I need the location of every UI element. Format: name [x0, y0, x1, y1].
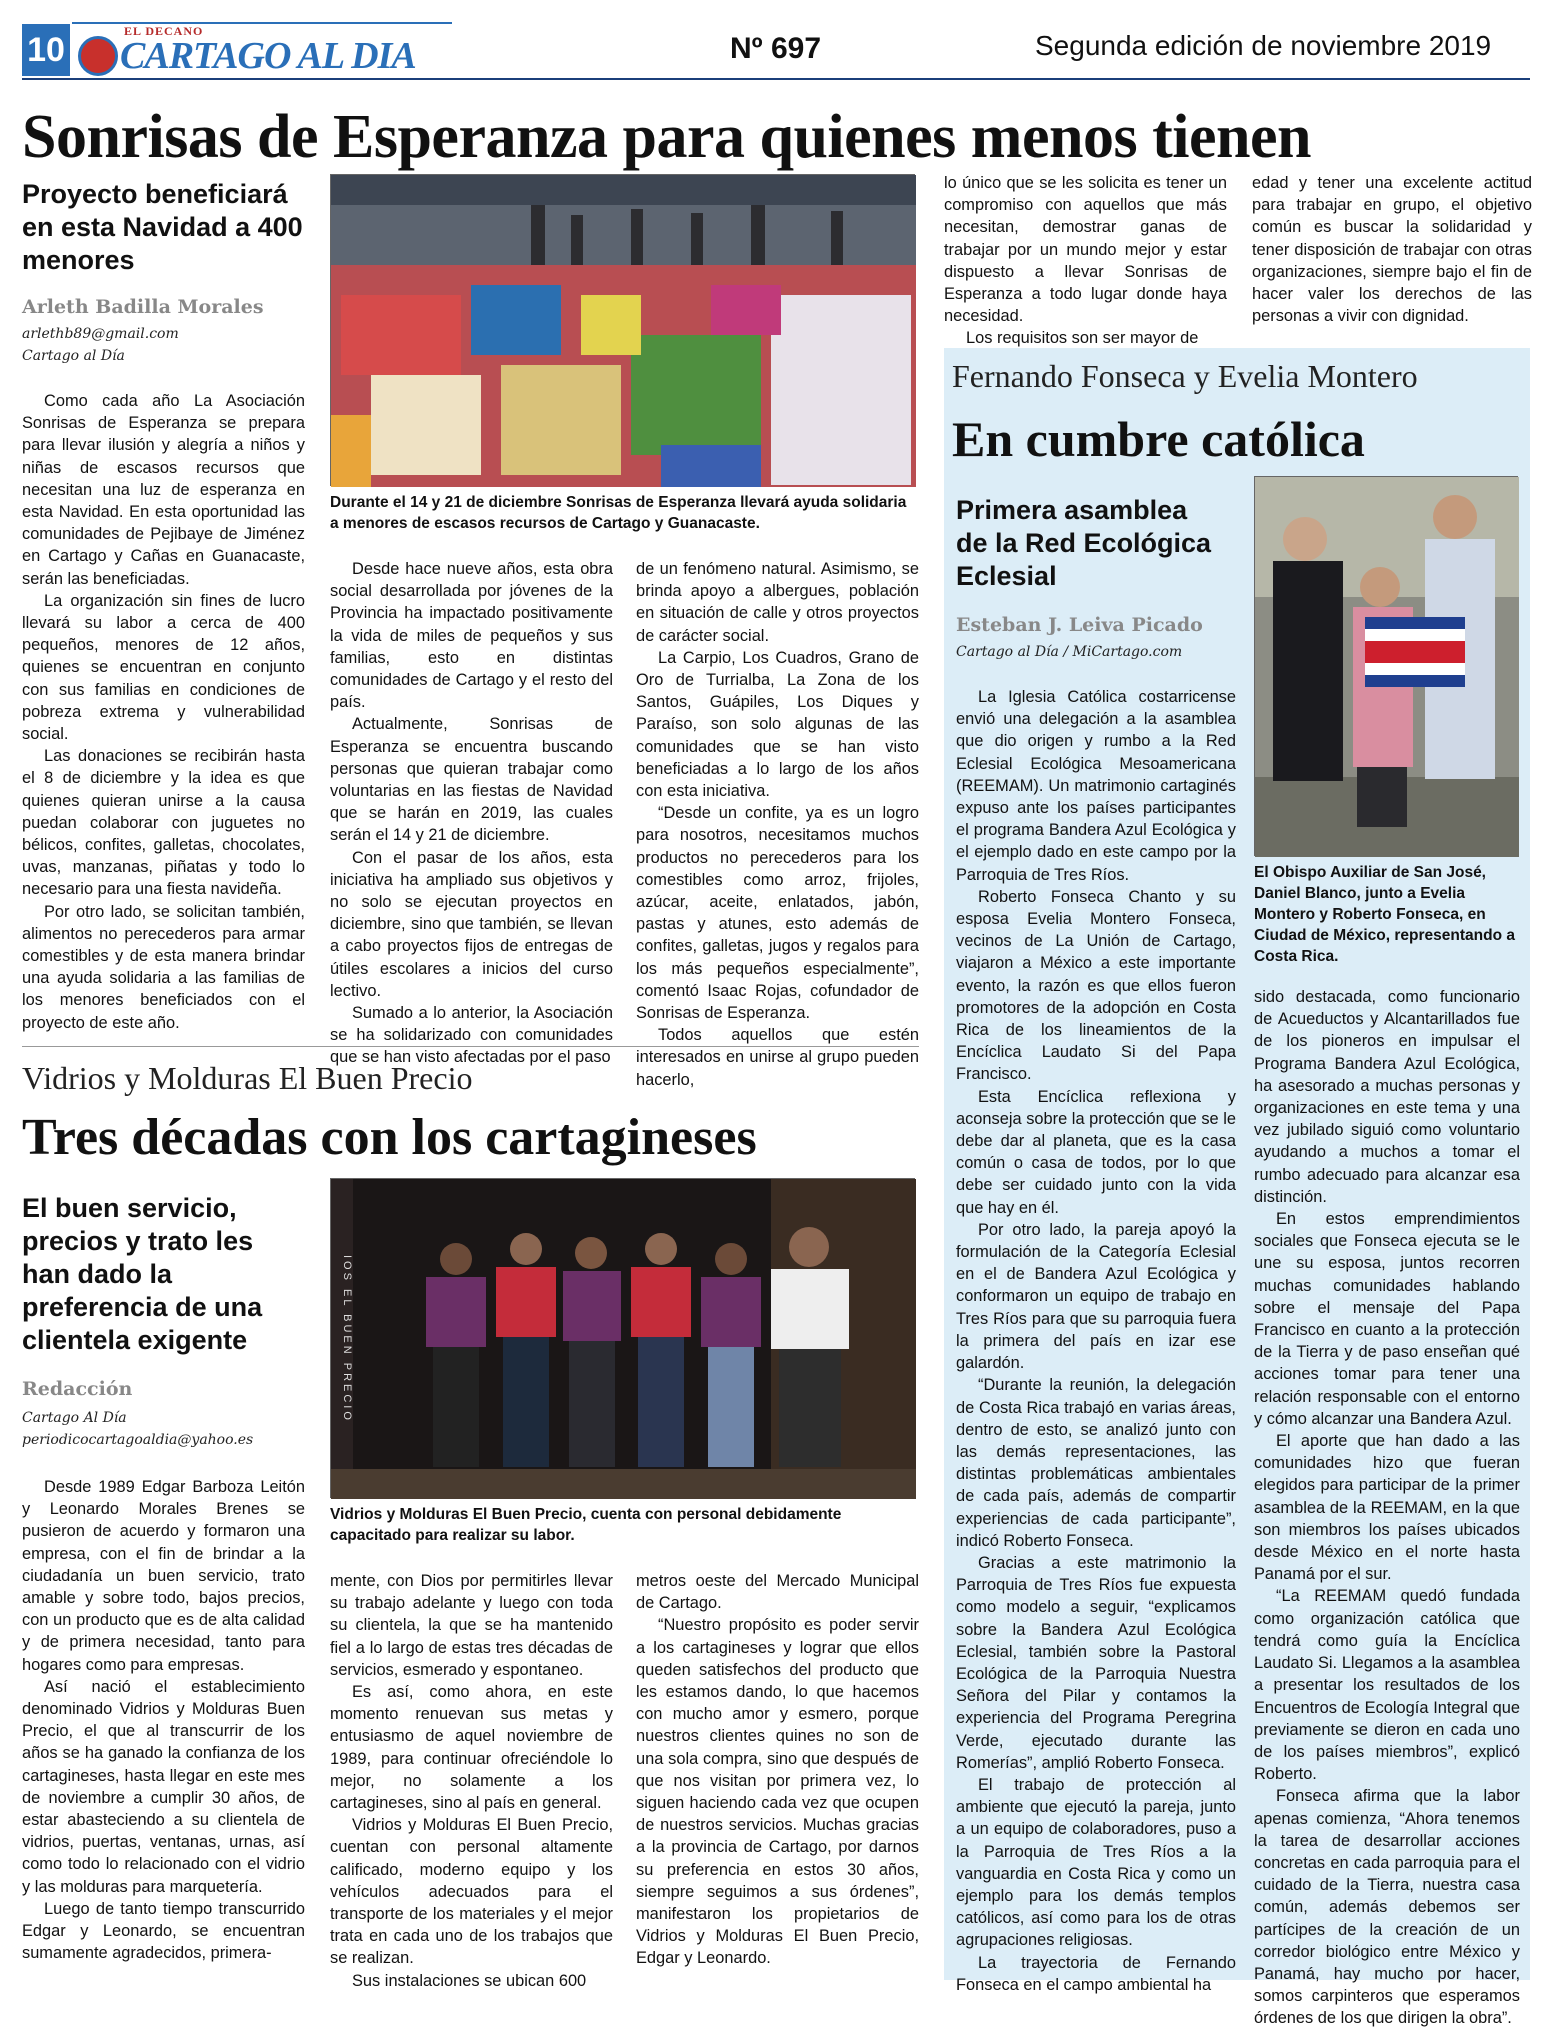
- paragraph: Las donaciones se recibirán hasta el 8 de diciembre y la idea es que quienes quieran unirse a la causa puedan colaborar con juguetes no bélicos, confites, galletas, chocolates, uvas, manzanas, piñatas y todo lo necesario para una fiesta navideña.: [22, 747, 305, 899]
- paragraph: Roberto Fonseca Chanto y su esposa Evelia Montero Fonseca, vecinos de La Unión de Cartago, viajaron a México a este importante evento, la razón es que ellos fueron promotores de la adopción en Costa Rica de los lineamientos de la Encíclica Laudato Si del Papa Francisco.: [956, 887, 1236, 1084]
- page-number: 10: [22, 24, 70, 76]
- article2-outlet: Cartago Al Día: [22, 1410, 127, 1426]
- paragraph: La Carpio, Los Cuadros, Grano de Oro de Turrialba, La Zona de los Santos, Guápiles, Los Diques y Paraíso, son solo algunas de las comunidades que se han visto beneficiadas a lo largo de los años con esta iniciativa.: [636, 648, 919, 801]
- article1-column-4: [944, 172, 1227, 348]
- paragraph: “Durante la reunión, la delegación de Costa Rica trabajó en varias áreas, dentro de esto, se analizó junto con las demás representaciones, las distintas problemáticas ambientales de cada país, además de compartir experiencias de cada participante”, indicó Roberto Fonseca.: [956, 1376, 1236, 1550]
- article2-author: Redacción: [22, 1378, 133, 1400]
- logo-tagline: EL DECANO: [124, 24, 204, 38]
- article1-column-3: [636, 558, 919, 1089]
- article1-outlet: Cartago al Día: [22, 348, 125, 364]
- logo-name: CARTAGO AL DIA: [120, 35, 416, 77]
- paragraph: Por otro lado, se solicitan también, alimentos no perecederos para armar comestibles y de esta manera brindar una ayuda solidaria a las familias de los menores beneficiados con el proyecto de este año.: [22, 902, 305, 1032]
- article3-column-2: [1254, 986, 1520, 2028]
- paragraph: Es así, como ahora, en este momento renuevan sus metas y entusiasmo de aquel noviembre de 1989, para continuar ofreciéndole lo mejor, no solamente a los cartagineses, sino al país en general.: [330, 1683, 613, 1813]
- article3-photo-delegation: [1254, 476, 1518, 856]
- paragraph: El trabajo de protección al ambiente que ejecutó la pareja, junto a un equipo de colaboradores, puso a la Parroquia de Tres Ríos a la vanguardia en Costa Rica y como un ejemplo para los demás templos católicos, así como para los de otras agrupaciones religiosas.: [956, 1775, 1236, 1950]
- article1-column-2: [330, 558, 613, 1067]
- paragraph: Los requisitos son ser mayor de: [966, 329, 1199, 348]
- paragraph: Con el pasar de los años, esta iniciativa ha ampliado sus objetivos y no solo se ejecutan proyectos en diciembre, sino que también, se llevan a cabo proyectos fijos de entregas de útiles escolares a inicios del curso lectivo.: [330, 848, 613, 1000]
- paragraph: El aporte que han dado a las comunidades hizo que fueran elegidos para participar de la primer asamblea de la REEMAM, en la que son miembros los países ubicados desde México en el norte hasta Panamá por el sur.: [1254, 1432, 1520, 1584]
- paragraph: En estos emprendimientos sociales que Fonseca ejecuta se le une su esposa, juntos recorren muchas comunidades hablando sobre el mensaje del Papa Francisco en cuanto a la protección de la Tierra y de paso enseñan qué acciones tomar para tener una relación responsable con el entorno y cómo alcanzar una Bandera Azul.: [1254, 1210, 1520, 1428]
- section-divider: [22, 1046, 919, 1047]
- article3-section: Fernando Fonseca y Evelia Montero: [952, 358, 1418, 394]
- issue-number: Nº 697: [730, 32, 822, 65]
- paragraph: La organización sin fines de lucro llevará su labor a cerca de 400 pequeños, menores de 12 años, quienes se encuentran en conjunto con sus familias en condiciones de pobreza extrema y vulnerabilidad social.: [22, 591, 305, 744]
- article1-kicker: Proyecto beneficiará en esta Navidad a 400 menores: [22, 179, 303, 275]
- article1-email: arlethb89@gmail.com: [22, 326, 179, 342]
- paragraph: Desde 1989 Edgar Barboza Leitón y Leonardo Morales Brenes se pusieron de acuerdo y formaron una empresa, con el fin de brindar a la ciudadanía un buen servicio, trato amable y sobre todo, bajos precios, con un producto que es de alta calidad y de primera necesidad, tanto para hogares como para empresas.: [22, 1478, 305, 1674]
- paragraph: Esta Encíclica reflexiona y aconseja sobre la protección que se le debe dar al planeta, que es la casa común o casa de todos, por lo que debe ser cuidado junto con la vida que hay en él.: [956, 1087, 1236, 1217]
- staff-image: [331, 1179, 916, 1499]
- article2-column-2: [330, 1570, 613, 1990]
- paragraph: Fonseca afirma que la labor apenas comienza, “Ahora tenemos la tarea de desarrollar acciones concretas en cada parroquia para el cuidado de la Tierra, nuestra casa común, además debemos ser partícipes de la creación de un corredor biológico entre México y Panamá, hay mucho por hacer, somos carpinteros que esperamos órdenes de los que dirigen la obra”.: [1254, 1787, 1520, 2028]
- paragraph: Vidrios y Molduras El Buen Precio, cuentan con personal altamente calificado, moderno equipo y los vehículos adecuados para el transporte de los materiales y el mejor trata en cada uno de los trabajos que se realizan.: [330, 1816, 613, 1968]
- article2-photo-staff: [330, 1178, 915, 1498]
- logo-seal-icon: [78, 36, 118, 76]
- article3-caption: El Obispo Auxiliar de San José, Daniel Blanco, junto a Evelia Montero y Roberto Fonseca, en Ciudad de México, representando a Costa Rica.: [1254, 864, 1515, 965]
- paragraph: Así nació el establecimiento denominado Vidrios y Molduras Buen Precio, el que al transcurrir de los años se ha ganado la confianza de los cartagineses, hasta llegar en este mes de noviembre a cumplir 30 años, de estar abasteciendo a su clientela de vidrios, puertas, ventanas, urnas, así como todo lo relacionado con el vidrio y las molduras para marquetería.: [22, 1677, 305, 1896]
- store-sign: IOS EL BUEN PRECIO: [341, 1255, 353, 1423]
- paragraph: La trayectoria de Fernando Fonseca en el campo ambiental ha: [956, 1953, 1236, 1994]
- article2-column-1: [22, 1476, 305, 1980]
- paragraph: Sus instalaciones se ubican 600: [352, 1971, 587, 1990]
- costa-rica-flag-icon: [1365, 617, 1465, 687]
- gifts-image: [331, 175, 916, 487]
- paragraph: “Desde un confite, ya es un logro para nosotros, necesitamos muchos productos no perecederos para los comestibles como arroz, frijoles, azúcar, aceite, enlatados, jabón, pastas y atunes, esto además de confites, galletas, jugos y regalos para los más pequeños especialmente”, comentó Isaac Rojas, cofundador de Sonrisas de Esperanza.: [636, 804, 919, 1023]
- paragraph: metros oeste del Mercado Municipal de Cartago.: [636, 1572, 919, 1613]
- paragraph: edad y tener una excelente actitud para trabajar en grupo, el objetivo común es buscar la solidaridad y tener disposición de trabajar con otras organizaciones, siempre bajo el fin de hacer valer los derechos de las personas a vivir con dignidad.: [1252, 174, 1532, 326]
- article3-outlet: Cartago al Día / MiCartago.com: [956, 644, 1183, 660]
- header-divider: [22, 78, 1530, 80]
- paragraph: Actualmente, Sonrisas de Esperanza se encuentra buscando personas que quieran trabajar como voluntarias en las fiestas de Navidad que se harán en 2019, las cuales serán el 14 y 21 de diciembre.: [330, 715, 613, 845]
- article1-column-5: [1252, 172, 1532, 338]
- paragraph: Desde hace nueve años, esta obra social desarrollada por jóvenes de la Provincia ha impactado positivamente la vida de miles de pequeños y sus familias, esto en distintas comunidades de Cartago y el resto del país.: [330, 560, 613, 712]
- paragraph: mente, con Dios por permitirles llevar su trabajo adelante y luego con toda su clientela, la que se ha mantenido fiel a lo largo de estas tres décadas de servicios, esmerado y espontaneo.: [330, 1572, 613, 1679]
- article3-column-1: [956, 686, 1236, 1994]
- masthead-logo: [72, 24, 416, 77]
- article1-headline: Sonrisas de Esperanza para quienes menos tienen: [22, 103, 1311, 171]
- article2-caption: Vidrios y Molduras El Buen Precio, cuenta con personal debidamente capacitado para realizar su labor.: [330, 1506, 842, 1544]
- paragraph: Todos aquellos que estén interesados en unirse al grupo pueden hacerlo,: [636, 1026, 919, 1089]
- paragraph: “Nuestro propósito es poder servir a los cartagineses y lograr que ellos queden satisfechos del producto que les estamos dando, lo que hacemos con mucho amor y esmero, porque nuestros clientes quines no son de una sola compra, sino que después de que nos visitan por primera vez, lo siguen haciendo cada vez que ocupen de nuestros servicios. Muchas gracias a la provincia de Cartago, por darnos su preferencia en estos 30 años, siempre seguimos a sus órdenes”, manifestaron los propietarios de Vidrios y Molduras El Buen Precio, Edgar y Leonardo.: [636, 1616, 919, 1968]
- paragraph: sido destacada, como funcionario de Acueductos y Alcantarillados fue de los pioneros en impulsar el Programa Bandera Azul Ecológica, ha asesorado a muchas personas y organizaciones en este tema y una vez jubilado siguió como voluntario ayudando a muchos a tomar el rumbo adecuado para alcanzar esa distinción.: [1254, 988, 1520, 1206]
- article2-email: periodicocartagoaldia@yahoo.es: [22, 1432, 254, 1448]
- paragraph: Gracias a este matrimonio la Parroquia de Tres Ríos fue expuesta como modelo a seguir, “explicamos sobre la Bandera Azul Ecológica Eclesial, también sobre la Pastoral Ecológica de la Parroquia Nuestra Señora del Pilar y contamos la experiencia del Programa Peregrina Verde, ejecutado durante las Romerías”, amplió Roberto Fonseca.: [956, 1553, 1236, 1772]
- article2-headline: Tres décadas con los cartagineses: [22, 1109, 757, 1166]
- paragraph: “La REEMAM quedó fundada como organización católica que tendrá como guía la Encíclica Laudato Si. Llegamos a la asamblea a presentar los resultados de los Encuentros de Ecología Integral que previamente se dieron en cada uno de los países miembros”, explicó Roberto.: [1254, 1587, 1520, 1784]
- article3-kicker: Primera asamblea de la Red Ecológica Eclesial: [956, 495, 1212, 591]
- paragraph: Por otro lado, la pareja apoyó la formulación de la Categoría Eclesial en el de Bandera Azul Ecológica y conformaron un equipo de trabajo en Tres Ríos para que su parroquia fuera la primera del país en izar ese galardón.: [956, 1220, 1236, 1373]
- article2-kicker: El buen servicio, precios y trato les han dado la preferencia de una clientela exigente: [22, 1193, 263, 1355]
- article2-column-3: [636, 1570, 919, 1980]
- article3-author: Esteban J. Leiva Picado: [956, 614, 1203, 636]
- delegation-image: [1255, 477, 1519, 857]
- paragraph: de un fenómeno natural. Asimismo, se brinda apoyo a albergues, población en situación de calle y otros proyectos de carácter social.: [636, 560, 919, 645]
- article2-section: Vidrios y Molduras El Buen Precio: [22, 1060, 473, 1096]
- paragraph: Luego de tanto tiempo transcurrido Edgar y Leonardo, se encuentran sumamente agradecidos, primera-: [22, 1899, 305, 1963]
- paragraph: La Iglesia Católica costarricense envió una delegación a la asamblea que dio origen y rumbo a la Red Eclesial Ecológica Mesoamericana (REEMAM). Un matrimonio cartaginés expuso ante los países participantes el programa Bandera Azul Ecológica y el ejemplo dado en este campo por la Parroquia de Tres Ríos.: [956, 688, 1236, 884]
- paragraph: lo único que se les solicita es tener un compromiso con aquellos que más necesitan, demostrar ganas de trabajar por un mundo mejor y estar dispuesto a llevar Sonrisas de Esperanza a todo lugar donde haya necesidad.: [944, 174, 1227, 326]
- article1-caption: Durante el 14 y 21 de diciembre Sonrisas de Esperanza llevará ayuda solidaria a menores de escasos recursos de Cartago y Guanacaste.: [330, 494, 907, 532]
- paragraph: Como cada año La Asociación Sonrisas de Esperanza se prepara para llevar ilusión y alegría a niños y niñas de escasos recursos que necesitan una luz de esperanza en esta Navidad. En esta oportunidad las comunidades de Pejibaye de Jiménez en Cartago y Cañas en Guanacaste, serán las beneficiadas.: [22, 392, 305, 588]
- article1-column-1: [22, 390, 305, 1030]
- article3-headline: En cumbre católica: [952, 411, 1365, 467]
- edition-date: Segunda edición de noviembre 2019: [1035, 30, 1492, 61]
- paragraph: Sumado a lo anterior, la Asociación se ha solidarizado con comunidades que se han visto afectadas por el paso: [330, 1004, 613, 1067]
- article1-author: Arleth Badilla Morales: [22, 296, 264, 318]
- article1-photo-gifts: [330, 174, 915, 486]
